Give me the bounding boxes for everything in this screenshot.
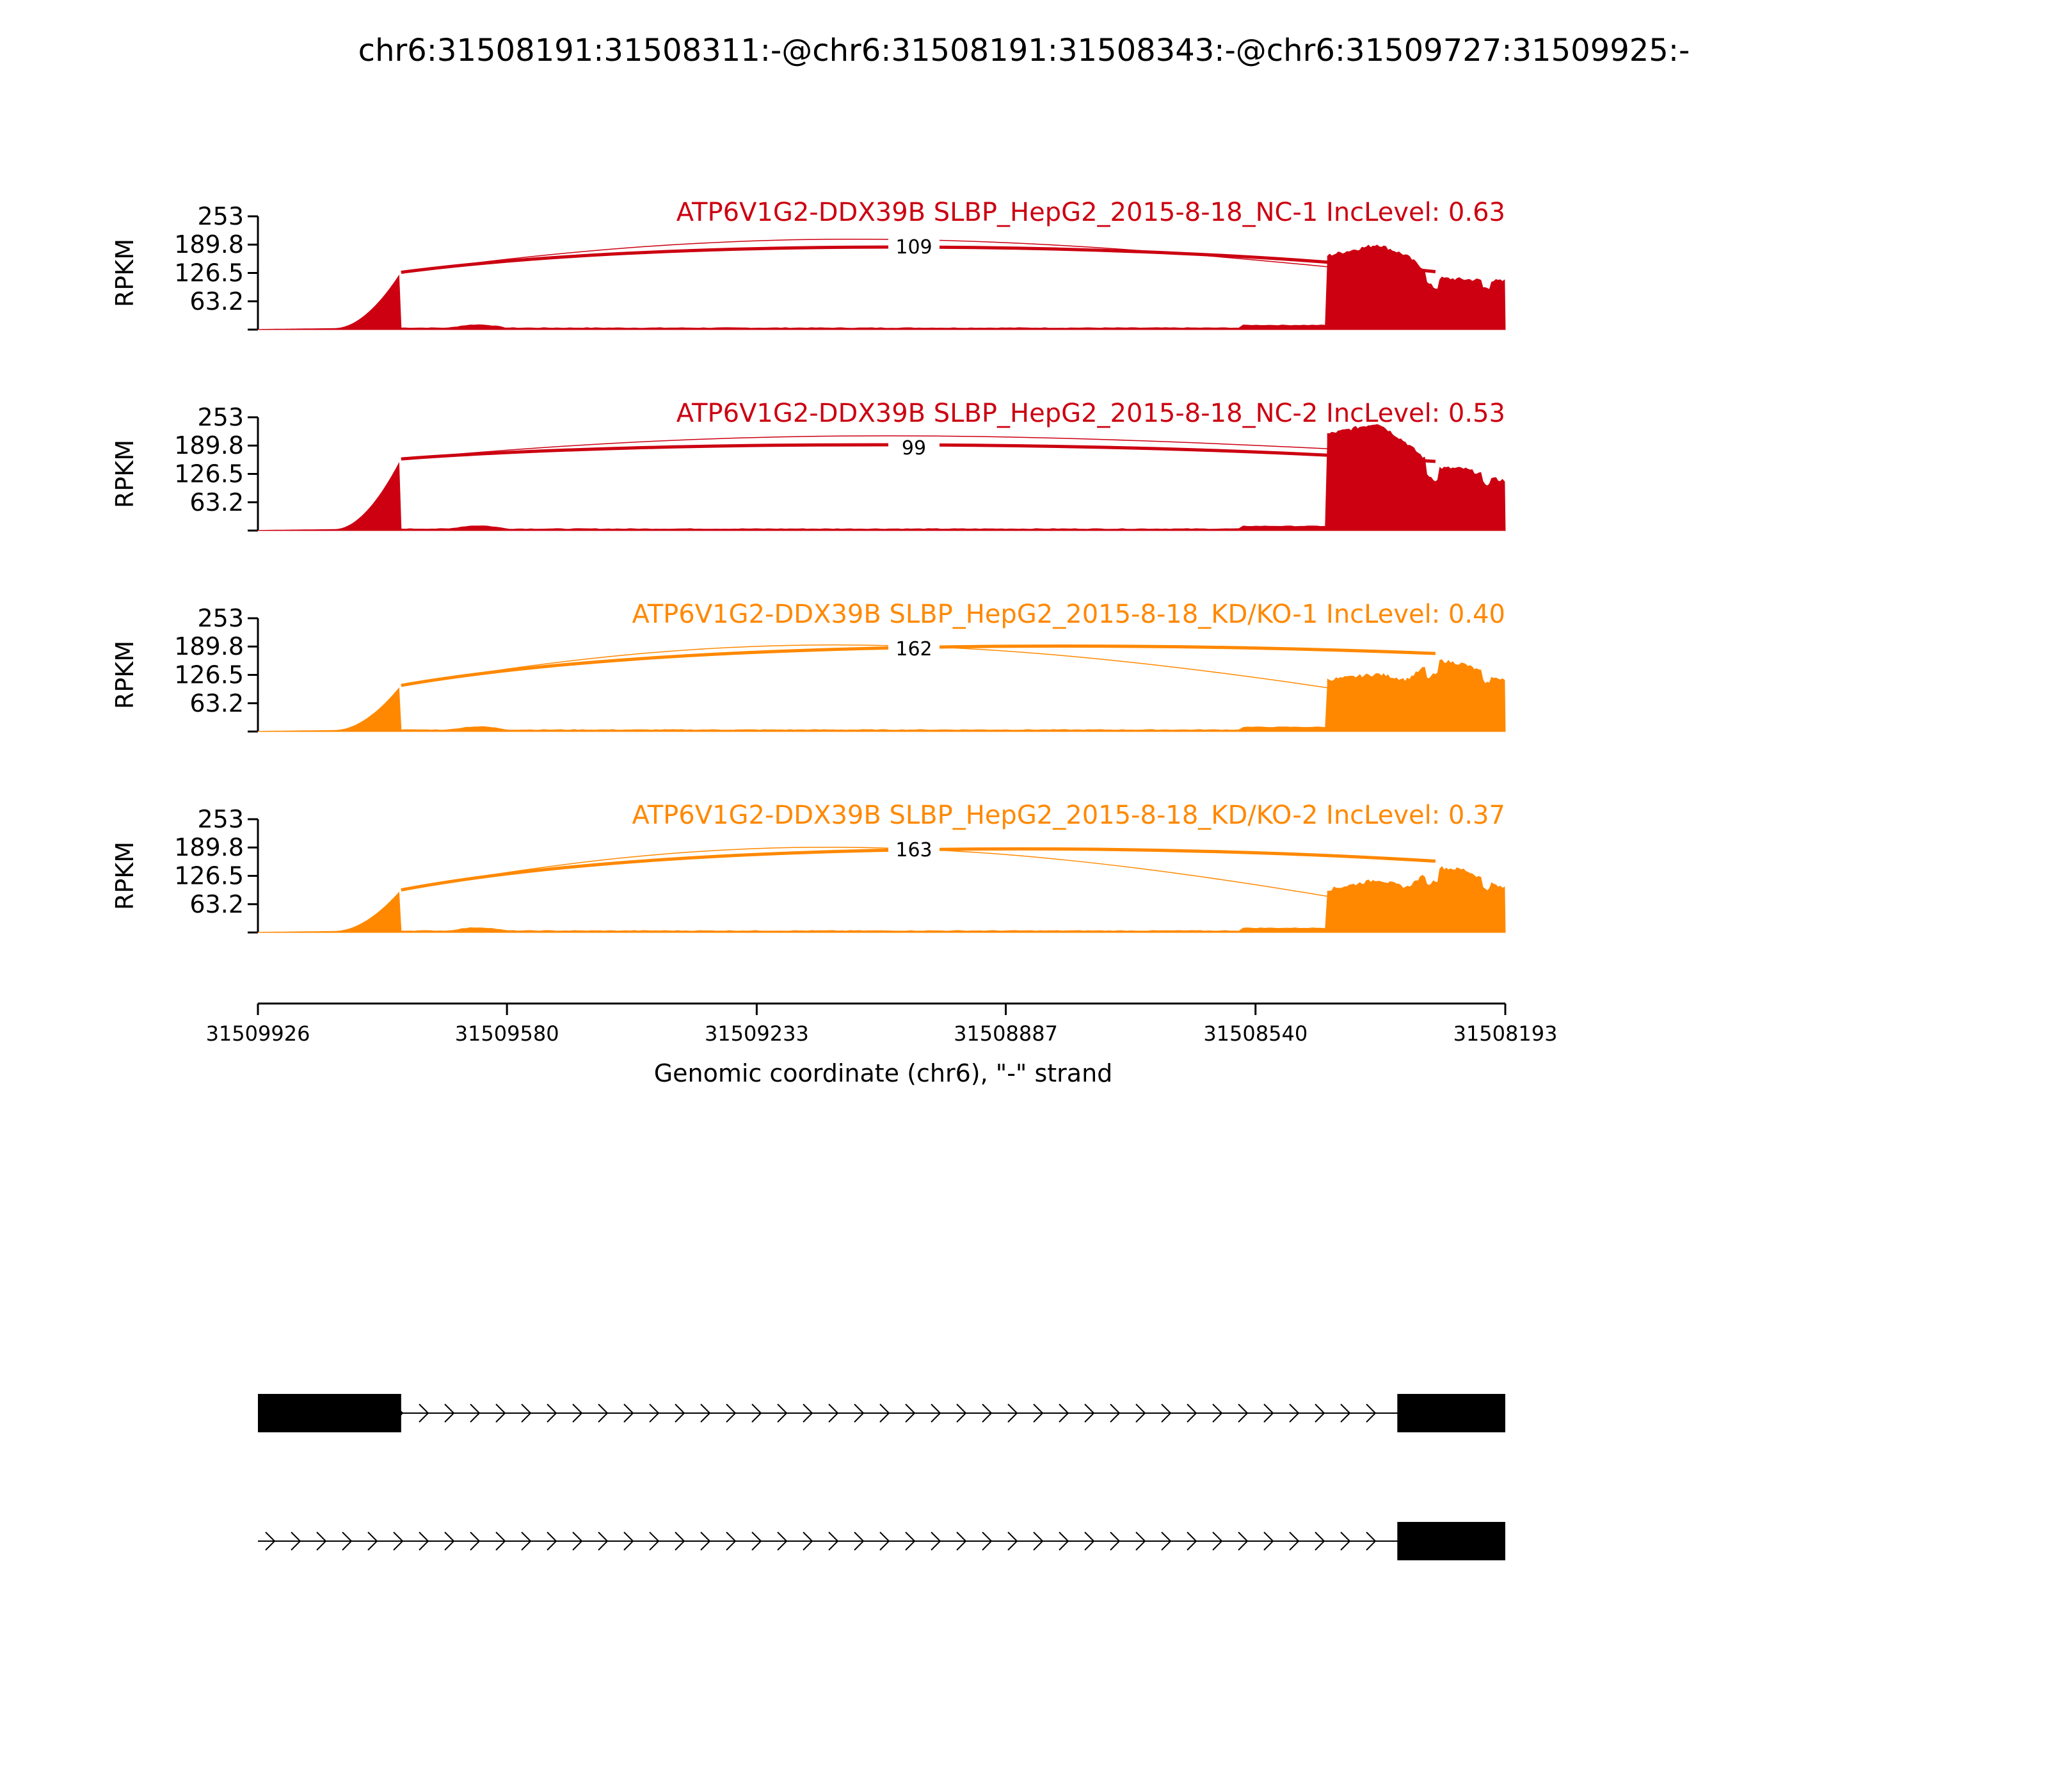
coverage-panel: [111, 198, 1505, 330]
coverage-area: [258, 245, 1505, 330]
series-label: ATP6V1G2-DDX39B SLBP_HepG2_2015-8-18_KD/KO-1 IncLevel: 0.40: [632, 600, 1505, 629]
junction-arc-minor: [401, 847, 1327, 897]
gene-model: [258, 1522, 1505, 1560]
gene-model: [258, 1394, 1505, 1432]
x-axis-label: Genomic coordinate (chr6), "-" strand: [653, 1059, 1113, 1087]
coverage-area: [258, 424, 1505, 531]
y-axis-label: RPKM: [111, 640, 139, 710]
coverage-area: [258, 867, 1505, 932]
x-tick-label: 31509580: [454, 1021, 559, 1046]
coverage-panel: [111, 600, 1505, 732]
y-tick-label: 63.2: [189, 488, 244, 516]
junction-label: 163: [895, 839, 932, 861]
junction-label: 162: [895, 638, 932, 660]
y-tick-label: 189.8: [174, 632, 244, 661]
junction-label: 99: [901, 437, 927, 460]
x-tick-label: 31509926: [205, 1021, 310, 1046]
coverage-area: [258, 660, 1505, 732]
x-tick-label: 31508193: [1453, 1021, 1558, 1046]
chart-title: chr6:31508191:31508311:-@chr6:31508191:31508343:-@chr6:31509727:31509925:-: [358, 33, 1690, 68]
y-tick-label: 126.5: [174, 460, 244, 488]
y-tick-label: 189.8: [174, 230, 244, 259]
coverage-panels: [111, 198, 1505, 932]
x-tick-label: 31509233: [704, 1021, 809, 1046]
gene-models: [258, 1394, 1505, 1560]
y-tick-label: 126.5: [174, 861, 244, 890]
y-tick-label: 253: [197, 403, 244, 431]
y-tick-label: 63.2: [189, 287, 244, 316]
y-axis-label: RPKM: [111, 439, 139, 509]
y-axis-label: RPKM: [111, 238, 139, 308]
exon-block: [1397, 1394, 1505, 1432]
x-tick-label: 31508887: [954, 1021, 1058, 1046]
series-label: ATP6V1G2-DDX39B SLBP_HepG2_2015-8-18_NC-1 IncLevel: 0.63: [676, 198, 1505, 227]
exon-block: [1397, 1522, 1505, 1560]
junction-label: 109: [895, 236, 932, 259]
y-axis-label: RPKM: [111, 841, 139, 911]
y-tick-label: 253: [197, 805, 244, 833]
y-tick-label: 189.8: [174, 833, 244, 862]
series-label: ATP6V1G2-DDX39B SLBP_HepG2_2015-8-18_KD/KO-2 IncLevel: 0.37: [632, 801, 1505, 830]
y-tick-label: 253: [197, 202, 244, 230]
junction-arc-minor: [401, 239, 1327, 273]
y-tick-label: 189.8: [174, 431, 244, 460]
x-axis: [206, 1004, 1558, 1087]
x-tick-label: 31508540: [1203, 1021, 1308, 1046]
y-tick-label: 253: [197, 604, 244, 632]
y-tick-label: 126.5: [174, 259, 244, 287]
y-tick-label: 63.2: [189, 689, 244, 717]
exon-block: [258, 1394, 401, 1432]
coverage-panel: [111, 399, 1505, 531]
junction-arc-minor: [401, 436, 1327, 459]
y-tick-label: 126.5: [174, 660, 244, 689]
y-tick-label: 63.2: [189, 890, 244, 918]
coverage-panel: [111, 801, 1505, 932]
series-label: ATP6V1G2-DDX39B SLBP_HepG2_2015-8-18_NC-2 IncLevel: 0.53: [676, 399, 1505, 428]
